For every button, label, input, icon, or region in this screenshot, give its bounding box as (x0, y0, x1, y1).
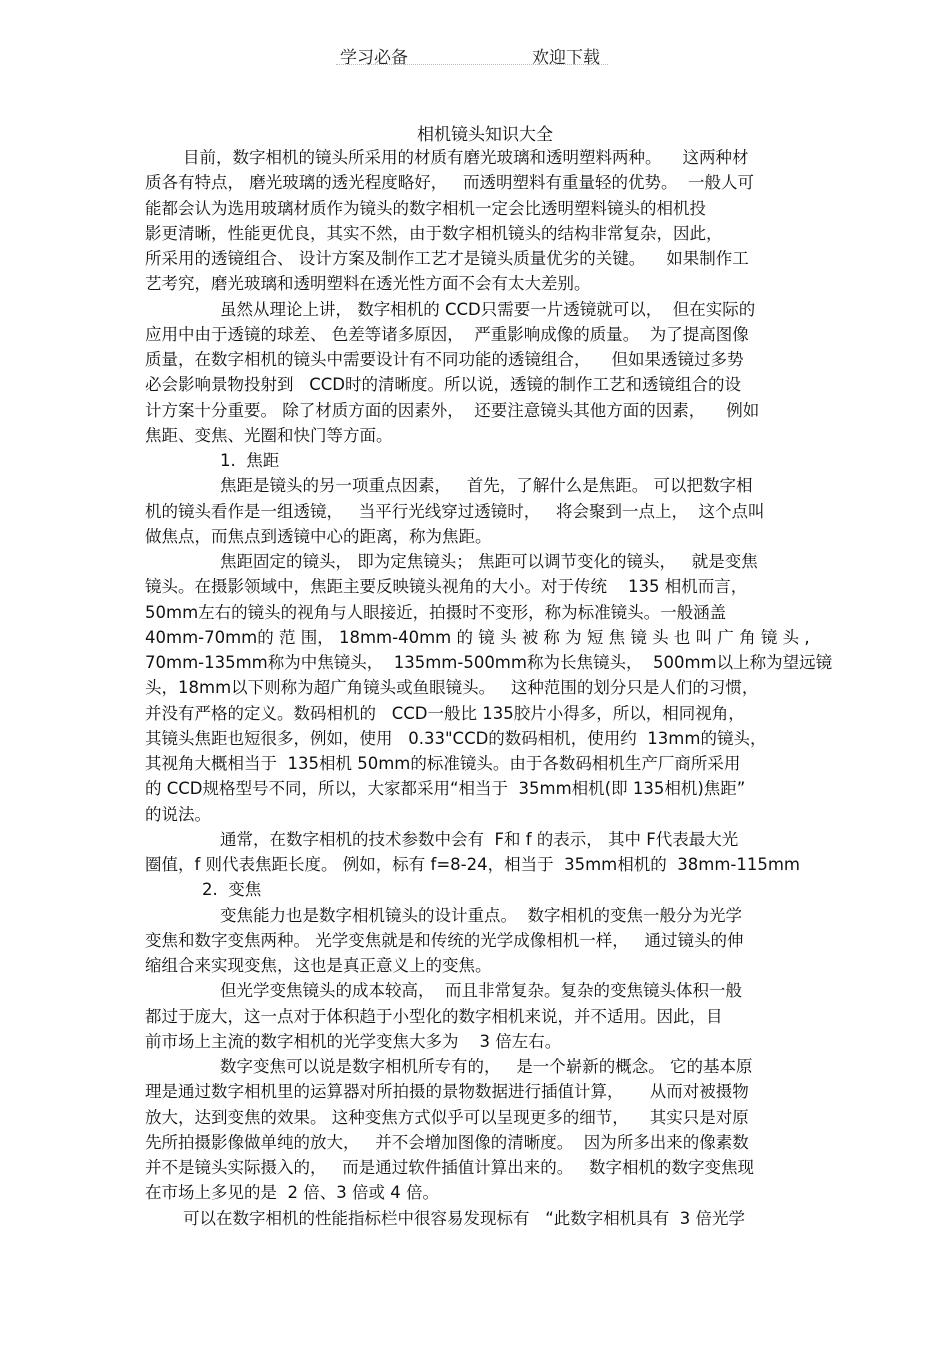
text-line: 2. 变焦 (202, 880, 262, 900)
text-line: 数字变焦可以说是数字相机所专有的， 是一个崭新的概念。 它的基本原 (220, 1057, 753, 1076)
text-line: 艺考究，磨光玻璃和透明塑料在透光性方面不会有太大差别。 (145, 274, 591, 294)
text-line: 头，18mm以下则称为超广角镜头或鱼眼镜头。 这种范围的划分只是人们的习惯， (145, 678, 759, 698)
text-line: 能都会认为选用玻璃材质作为镜头的数字相机一定会比透明塑料镜头的相机投 (145, 198, 706, 218)
text-line: 圈值，f 则代表焦距长度。 例如，标有 f=8-24，相当于 35mm相机的 38mm-115mm (145, 855, 800, 874)
text-line: 1. 焦距 (220, 451, 280, 470)
text-line: 理是通过数字相机里的运算器对所拍摄的景物数据进行插值计算， 从而对被摄物 (145, 1082, 749, 1102)
text-line: 变焦能力也是数字相机镜头的设计重点。 数字相机的变焦一般分为光学 (220, 905, 742, 925)
text-line: 质各有特点， 磨光玻璃的透光程度略好， 而透明塑料有重量轻的优势。 一般人可 (145, 173, 754, 193)
text-line: 前市场上主流的数字相机的光学变焦大多为 3 倍左右。 (145, 1031, 562, 1051)
text-line: 焦距、变焦、光圈和快门等方面。 (145, 425, 393, 445)
header-divider (336, 64, 608, 65)
text-line: 机的镜头看作是一组透镜， 当平行光线穿过透镜时， 将会聚到一点上， 这个点叫 (145, 501, 765, 521)
text-line: 可以在数字相机的性能指标栏中很容易发现标有 “此数字相机具有 3 倍光学 (183, 1208, 746, 1228)
text-line: 变焦和数字变焦两种。 光学变焦就是和传统的光学成像相机一样， 通过镜头的伸 (145, 930, 744, 950)
text-line: 40mm-70mm的 范 围， 18mm-40mm 的 镜 头 被 称 为 短 焦 镜 头 也 叫 广 角 镜 头 , (145, 627, 810, 647)
text-line: 焦距固定的镜头， 即为定焦镜头； 焦距可以调节变化的镜头， 就是变焦 (220, 552, 758, 571)
text-line: 应用中由于透镜的球差、 色差等诸多原因， 严重影响成像的质量。 为了提高图像 (145, 324, 749, 344)
text-line: 的 CCD规格型号不同，所以，大家都采用“相当于 35mm相机(即 135相机)焦距” (145, 779, 746, 799)
text-line: 其视角大概相当于 135相机 50mm的标准镜头。由于各数码相机生产厂商所采用 (145, 754, 741, 773)
text-line: 计方案十分重要。 除了材质方面的因素外， 还要注意镜头其他方面的因素， 例如 (145, 400, 760, 420)
text-line: 并没有严格的定义。数码相机的 CCD一般比 135胶片小得多，所以，相同视角， (145, 703, 745, 723)
text-line: 的说法。 (145, 804, 211, 824)
text-line: 做焦点，而焦点到透镜中心的距离，称为焦距。 (145, 526, 492, 546)
text-line: 70mm-135mm称为中焦镜头， 135mm-500mm称为长焦镜头， 500mm以上称为望远镜 (145, 653, 833, 672)
text-line: 但光学变焦镜头的成本较高， 而且非常复杂。复杂的变焦镜头体积一般 (220, 981, 742, 1001)
text-line: 目前，数字相机的镜头所采用的材质有磨光玻璃和透明塑料两种。 这两种材 (183, 148, 749, 167)
header-left-text: 学习必备 (340, 48, 408, 68)
text-line: 镜头。在摄影领域中，焦距主要反映镜头视角的大小。对于传统 135 相机而言， (145, 577, 748, 597)
text-line: 焦距是镜头的另一项重点因素， 首先，了解什么是焦距。 可以把数字相 (220, 476, 753, 496)
text-line: 质量，在数字相机的镜头中需要设计有不同功能的透镜组合， 但如果透镜过多势 (145, 350, 744, 369)
text-line: 缩组合来实现变焦，这也是真正意义上的变焦。 (145, 956, 492, 975)
text-line: 所采用的透镜组合、 设计方案及制作工艺才是镜头质量优劣的关键。 如果制作工 (145, 249, 749, 268)
document-title: 相机镜头知识大全 (417, 125, 553, 145)
text-line: 虽然从理论上讲， 数字相机的 CCD只需要一片透镜就可以， 但在实际的 (220, 299, 756, 319)
text-line: 并不是镜头实际摄入的， 而是通过软件插值计算出来的。 数字相机的数字变焦现 (145, 1158, 754, 1177)
text-line: 放大，达到变焦的效果。 这种变焦方式似乎可以呈现更多的细节， 其实只是对原 (145, 1107, 749, 1127)
text-line: 都过于庞大，这一点对于体积趋于小型化的数字相机来说，并不适用。因此，目 (145, 1006, 723, 1026)
text-line: 在市场上多见的是 2 倍、3 倍或 4 倍。 (145, 1183, 439, 1203)
text-line: 必会影响景物投射到 CCD时的清晰度。所以说，透镜的制作工艺和透镜组合的设 (145, 375, 741, 395)
text-line: 50mm左右的镜头的视角与人眼接近，拍摄时不变形，称为标准镜头。一般涵盖 (145, 602, 727, 622)
text-line: 其镜头焦距也短很多，例如，使用 0.33"CCD的数码相机，使用约 13mm的镜头， (145, 728, 767, 748)
text-line: 通常，在数字相机的技术参数中会有 F和 f 的表示， 其中 F代表最大光 (220, 829, 739, 849)
text-line: 影更清晰，性能更优良，其实不然，由于数字相机镜头的结构非常复杂，因此， (145, 223, 723, 243)
header-right-text: 欢迎下载 (532, 48, 600, 68)
text-line: 先所拍摄影像做单纯的放大， 并不会增加图像的清晰度。 因为所多出来的像素数 (145, 1132, 749, 1152)
